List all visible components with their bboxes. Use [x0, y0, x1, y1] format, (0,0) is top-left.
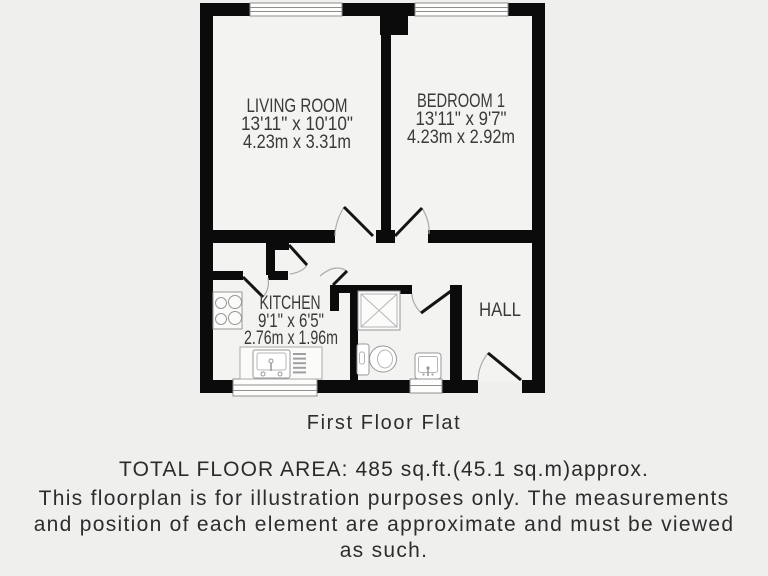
- wall-right: [532, 3, 545, 393]
- kitchen-dims-imperial: 9'1" x 6'5": [258, 311, 324, 332]
- disclaimer-line-3: as such.: [339, 539, 429, 562]
- living-room-dims-metric: 4.23m x 3.31m: [243, 132, 351, 153]
- living-room-window: [250, 3, 342, 16]
- bedroom-label: BEDROOM 1: [417, 91, 505, 112]
- wall-bathroom-east: [450, 285, 462, 380]
- stove-icon: [213, 292, 242, 329]
- wall-bottom-2: [317, 380, 410, 393]
- wall-closet: [266, 243, 275, 275]
- wall-closet-door-stub: [275, 243, 289, 250]
- wall-living-bedroom-divider: [381, 16, 391, 232]
- wall-bottom-1: [200, 380, 233, 393]
- basin-icon: [415, 353, 441, 379]
- bedroom-window: [415, 3, 508, 16]
- toilet-icon: [357, 344, 397, 375]
- bedroom-dims-metric: 4.23m x 2.92m: [407, 127, 515, 148]
- wall-left: [200, 3, 213, 393]
- kitchen-window: [233, 379, 317, 396]
- kitchen-label: KITCHEN: [259, 293, 321, 314]
- disclaimer-line-2: and position of each element are approximate and must be viewed: [33, 513, 735, 536]
- wall-bedroom-hall: [428, 230, 532, 243]
- plan-caption: First Floor Flat: [306, 412, 462, 434]
- wall-living-room-south: [213, 230, 335, 243]
- total-floor-area: TOTAL FLOOR AREA: 485 sq.ft.(45.1 sq.m)approx.: [119, 458, 649, 481]
- wall-kitchen-north: [213, 271, 243, 280]
- shower-icon: [358, 291, 400, 330]
- wall-divider-cap: [376, 230, 395, 243]
- kitchen-dims-metric: 2.76m x 1.96m: [244, 328, 338, 349]
- living-room-label: LIVING ROOM: [246, 96, 348, 117]
- wall-bottom-3: [442, 380, 478, 393]
- disclaimer-line-1: This floorplan is for illustration purposes only. The measurements: [38, 487, 730, 510]
- wall-corridor-stub-v: [330, 285, 339, 311]
- sink-icon: [253, 350, 290, 378]
- bathroom-window: [410, 379, 442, 393]
- wall-bottom-4: [522, 380, 545, 393]
- living-room-dims-imperial: 13'11" x 10'10": [241, 114, 353, 135]
- wall-closet-cap: [268, 271, 288, 280]
- disclaimer: [0, 486, 768, 564]
- bedroom-dims-imperial: 13'11" x 9'7": [415, 109, 507, 130]
- hall-label: HALL: [479, 300, 521, 321]
